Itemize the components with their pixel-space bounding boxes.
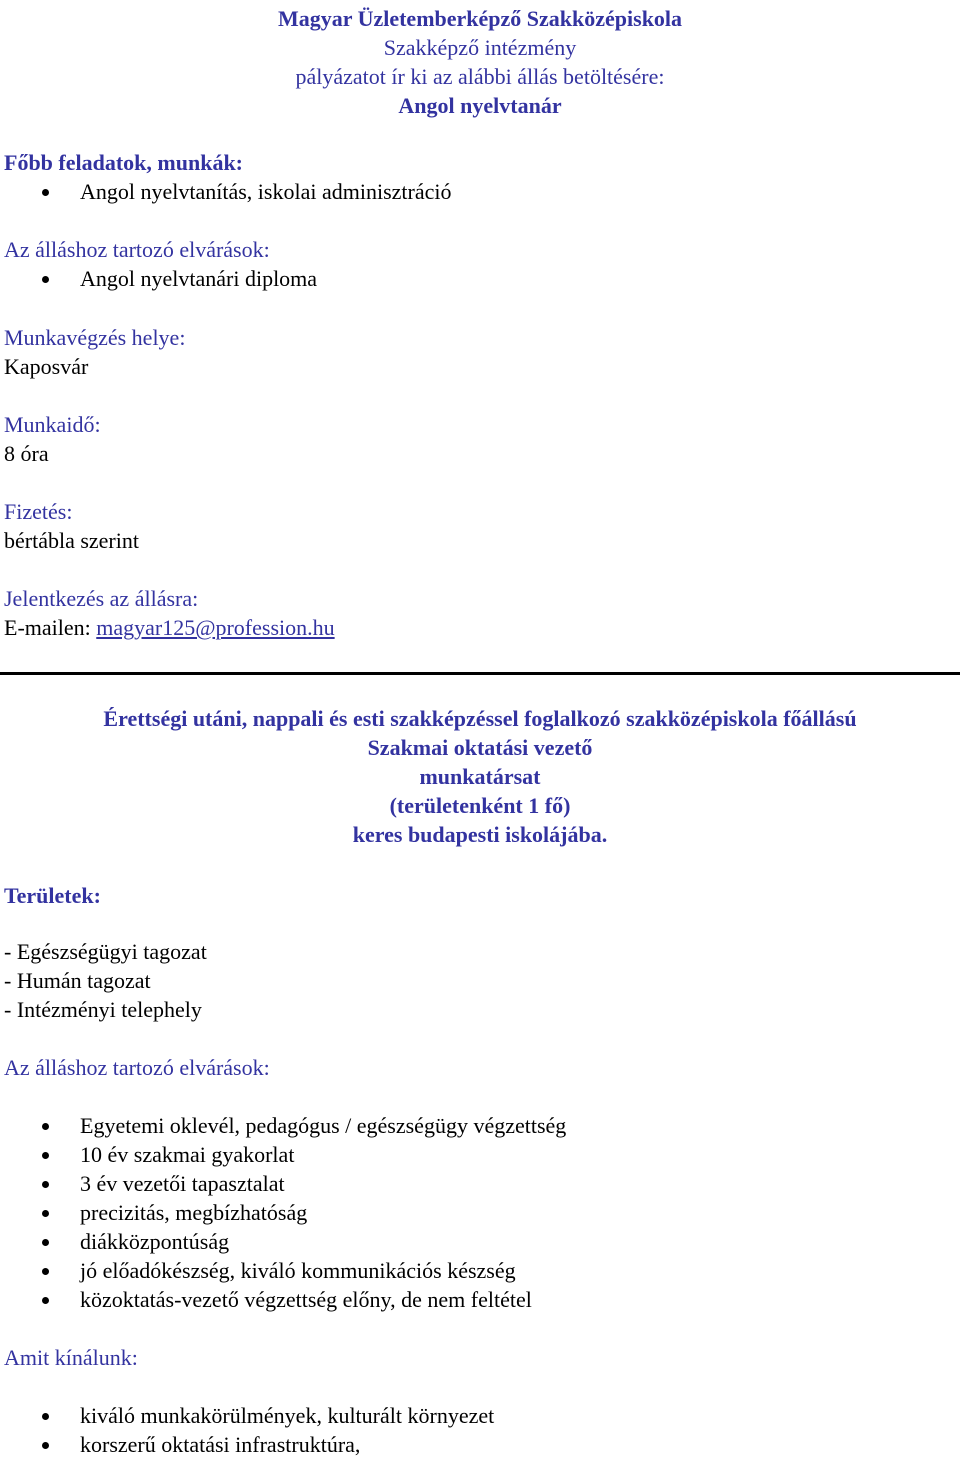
list-item: Egyetemi oklevél, pedagógus / egészségügy végzettség bbox=[4, 1111, 566, 1140]
list-item: Angol nyelvtanári diploma bbox=[4, 264, 317, 293]
list-item: diákközpontúság bbox=[4, 1227, 566, 1256]
bullet-icon bbox=[42, 276, 49, 283]
bullet-icon bbox=[42, 1210, 49, 1217]
position-title: Angol nyelvtanár bbox=[398, 93, 562, 118]
requirements-list bbox=[4, 264, 317, 293]
list-item: közoktatás-vezető végzettség előny, de nem feltétel bbox=[4, 1285, 566, 1314]
hours-section bbox=[4, 410, 101, 468]
list-item: 10 év szakmai gyakorlat bbox=[4, 1140, 566, 1169]
intro-line: keres budapesti iskolájába. bbox=[352, 822, 608, 847]
requirements-section bbox=[4, 235, 270, 264]
bullet-icon bbox=[42, 189, 49, 196]
job2-requirements-heading: Az álláshoz tartozó elvárások: bbox=[4, 1055, 270, 1080]
requirements-heading: Az álláshoz tartozó elvárások: bbox=[4, 237, 270, 262]
apply-section bbox=[4, 584, 335, 642]
bullet-icon bbox=[42, 1268, 49, 1275]
email-link[interactable]: magyar125@profession.hu bbox=[96, 615, 335, 640]
tasks-heading: Főbb feladatok, munkák: bbox=[4, 150, 244, 175]
list-item: Angol nyelvtanítás, iskolai adminisztráció bbox=[4, 177, 451, 206]
apply-heading: Jelentkezés az állásra: bbox=[4, 586, 199, 611]
bullet-icon bbox=[42, 1297, 49, 1304]
tasks-list bbox=[4, 177, 451, 206]
list-item: kiváló munkakörülmények, kulturált környezet bbox=[4, 1401, 494, 1430]
salary-heading: Fizetés: bbox=[4, 499, 73, 524]
areas-heading: Területek: bbox=[4, 883, 101, 908]
offer-list bbox=[4, 1401, 494, 1459]
areas-list bbox=[4, 937, 207, 1024]
apply-line bbox=[4, 613, 335, 642]
intro-line: (területenként 1 fő) bbox=[389, 793, 571, 818]
intro-line: Érettségi utáni, nappali és esti szakképzéssel foglalkozó szakközépiskola főállású bbox=[103, 706, 857, 731]
offer-heading: Amit kínálunk: bbox=[4, 1345, 138, 1370]
location-section bbox=[4, 323, 185, 381]
school-subtitle: Szakképző intézmény bbox=[383, 35, 577, 60]
hours-heading: Munkaidő: bbox=[4, 412, 101, 437]
list-item: 3 év vezetői tapasztalat bbox=[4, 1169, 566, 1198]
school-name: Magyar Üzletemberképző Szakközépiskola bbox=[277, 6, 683, 31]
bullet-icon bbox=[42, 1123, 49, 1130]
bullet-icon bbox=[42, 1413, 49, 1420]
job-ad-header bbox=[0, 4, 960, 120]
bullet-icon bbox=[42, 1442, 49, 1449]
job2-requirements-list bbox=[4, 1111, 566, 1314]
intro-line: munkatársat bbox=[419, 764, 541, 789]
list-item: - Humán tagozat bbox=[4, 968, 151, 993]
apply-prefix: E-mailen: bbox=[4, 615, 97, 640]
location-value: Kaposvár bbox=[4, 354, 89, 379]
announcement-text: pályázatot ír ki az alábbi állás betöltésére: bbox=[295, 64, 665, 89]
salary-value: bértábla szerint bbox=[4, 528, 139, 553]
list-item: jó előadókészség, kiváló kommunikációs készség bbox=[4, 1256, 566, 1285]
location-heading: Munkavégzés helye: bbox=[4, 325, 186, 350]
job2-intro bbox=[0, 704, 960, 849]
salary-section bbox=[4, 497, 139, 555]
list-item: - Egészségügyi tagozat bbox=[4, 939, 207, 964]
list-item: precizitás, megbízhatóság bbox=[4, 1198, 566, 1227]
list-item: - Intézményi telephely bbox=[4, 997, 202, 1022]
section-divider bbox=[0, 672, 960, 675]
bullet-icon bbox=[42, 1152, 49, 1159]
intro-line: Szakmai oktatási vezető bbox=[367, 735, 593, 760]
list-item: korszerű oktatási infrastruktúra, bbox=[4, 1430, 494, 1459]
bullet-icon bbox=[42, 1181, 49, 1188]
hours-value: 8 óra bbox=[4, 441, 49, 466]
bullet-icon bbox=[42, 1239, 49, 1246]
tasks-section bbox=[4, 148, 243, 177]
